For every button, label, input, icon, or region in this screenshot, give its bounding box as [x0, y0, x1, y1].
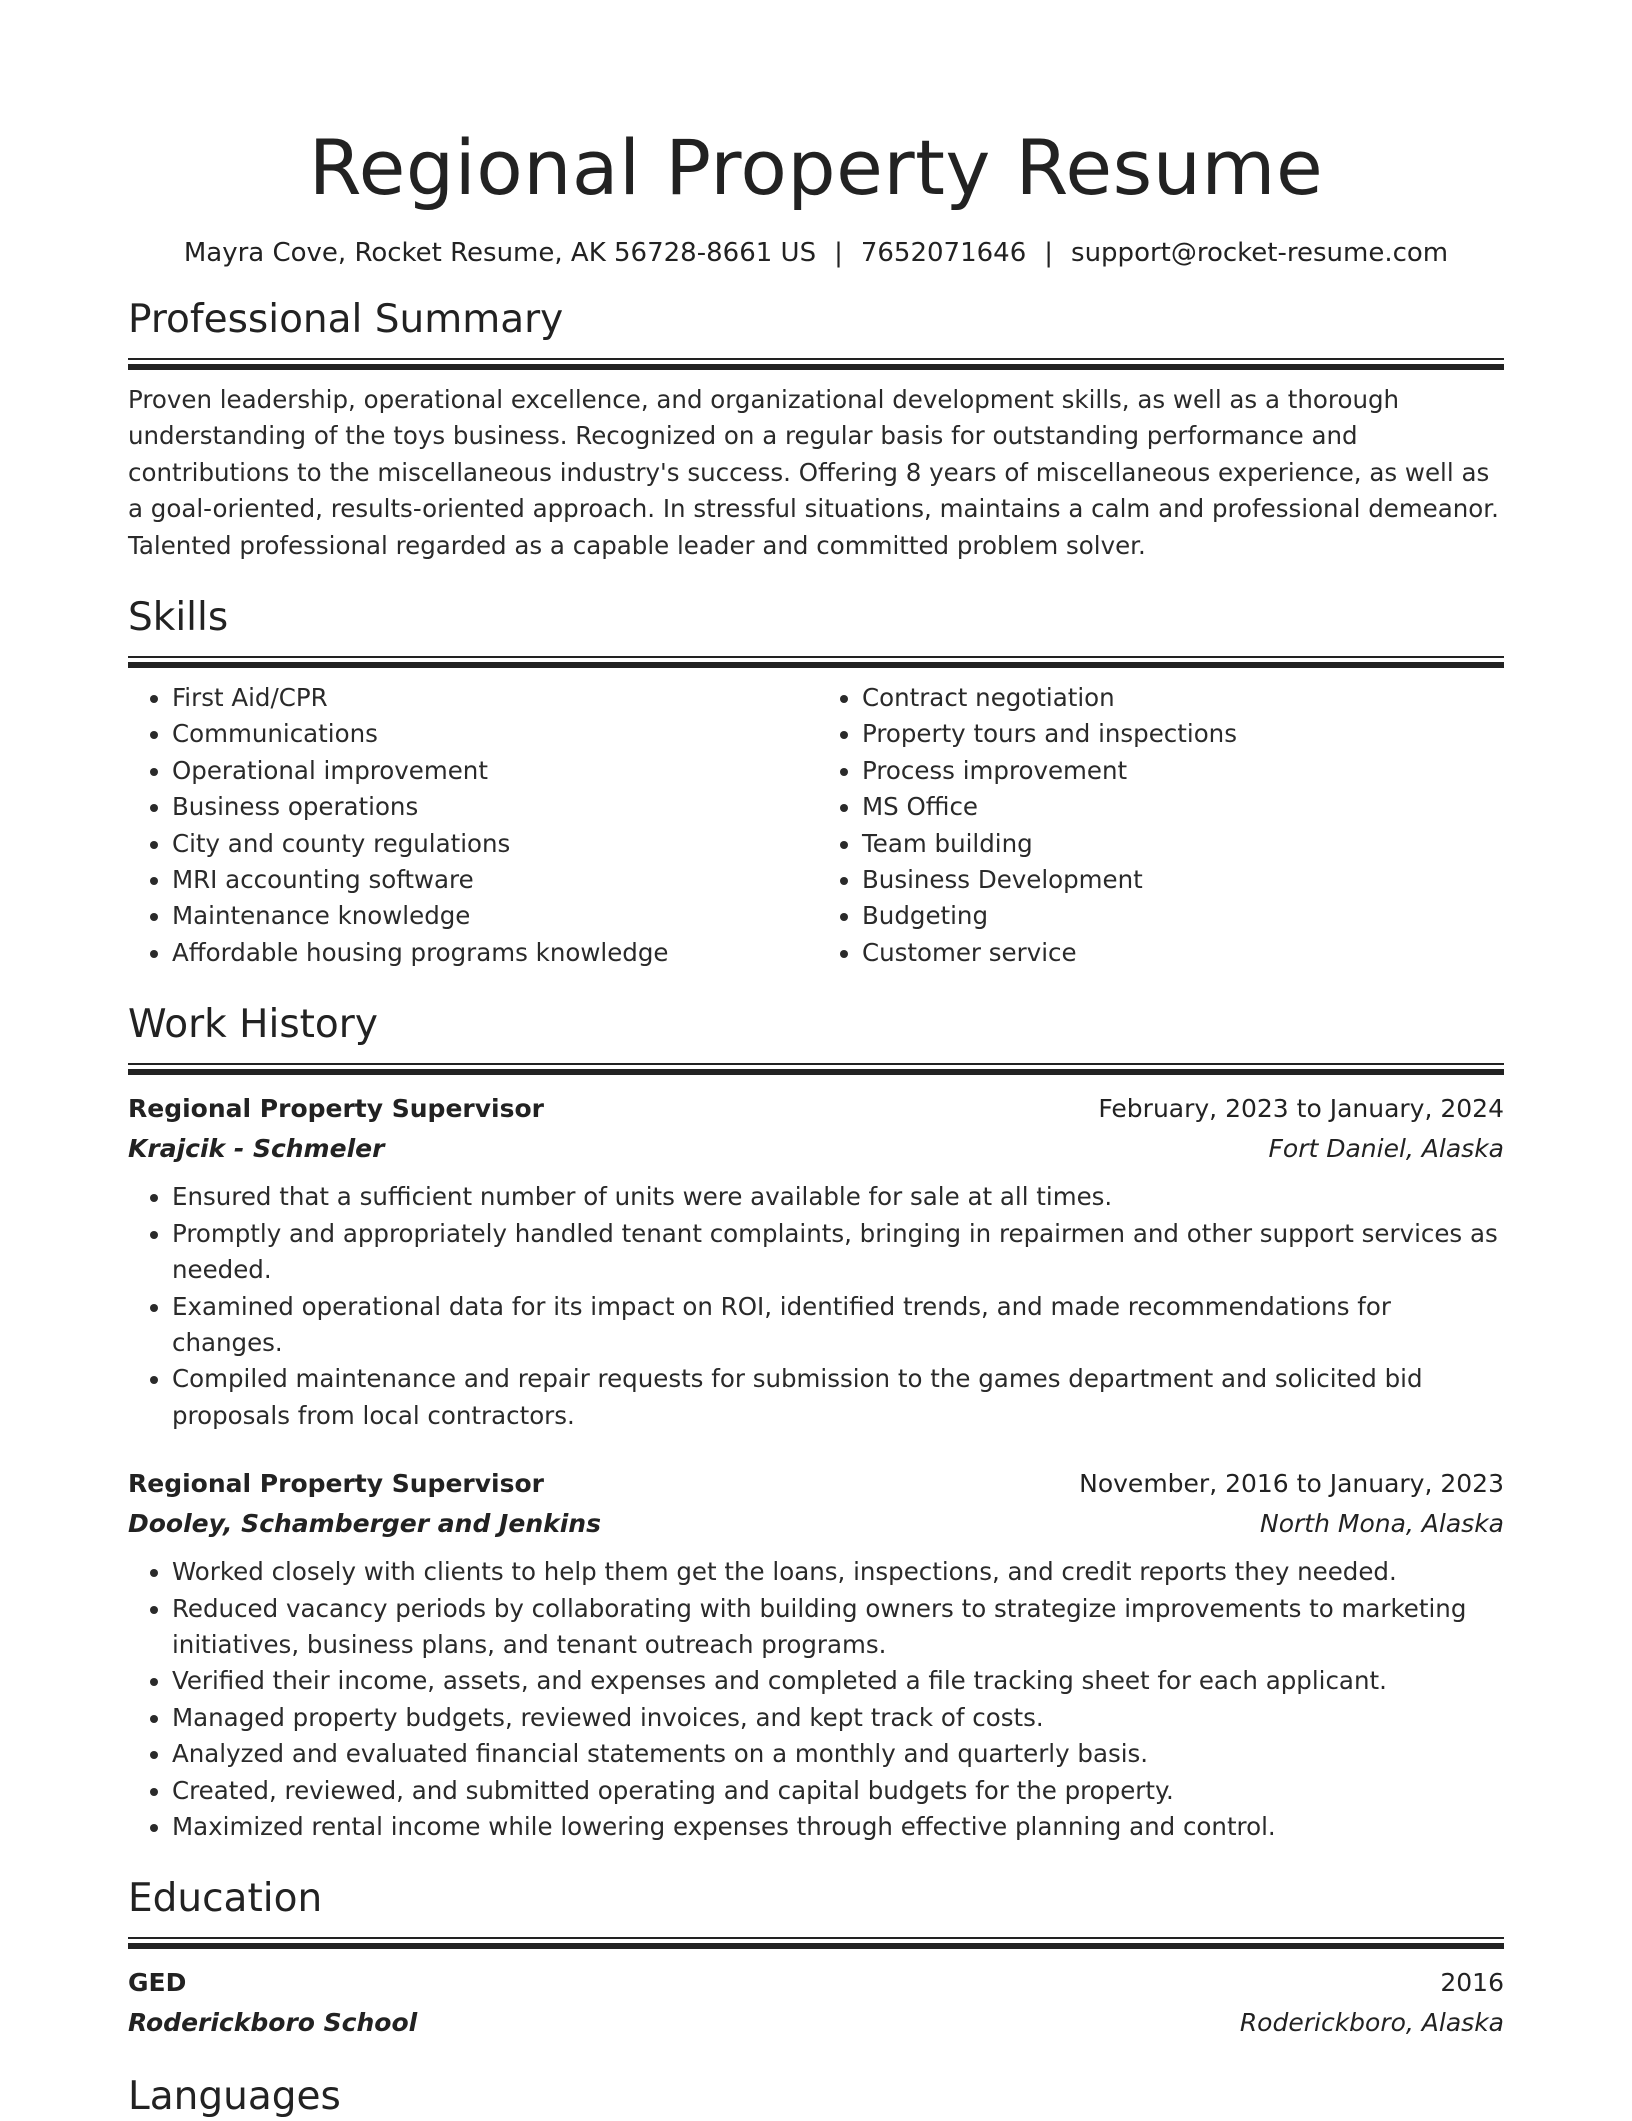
job-bullets [128, 1179, 1504, 1434]
skill-item: • Team building [862, 826, 1504, 862]
job-bullet: • Managed property budgets, reviewed invoices, and kept track of costs. [172, 1700, 1504, 1736]
job-entry [128, 1464, 1504, 1845]
job-title: Regional Property Supervisor [128, 1469, 544, 1499]
skill-item: • MS Office [862, 789, 1504, 825]
skill-item: • City and county regulations [172, 826, 816, 862]
skill-item: • Maintenance knowledge [172, 898, 816, 934]
skill-item: • Business Development [862, 862, 1504, 898]
job-bullet: • Reduced vacancy periods by collaborating with building owners to strategize improvements to marketing initiatives, business plans, and tenant outreach programs. [172, 1591, 1504, 1664]
skill-item: • Budgeting [862, 898, 1504, 934]
skill-item: • Contract negotiation [862, 680, 1504, 716]
job-bullet: • Analyzed and evaluated financial statements on a monthly and quarterly basis. [172, 1736, 1504, 1772]
education-heading: Education [128, 1876, 323, 1922]
education-school: Roderickboro School [128, 2008, 418, 2038]
job-bullet: • Ensured that a sufficient number of units were available for sale at all times. [172, 1179, 1504, 1215]
education-school-row [128, 2003, 1504, 2043]
job-bullet: • Worked closely with clients to help them get the loans, inspections, and credit reports they needed. [172, 1554, 1504, 1590]
section-divider [128, 1063, 1504, 1075]
job-bullet: • Maximized rental income while lowering expenses through effective planning and control. [172, 1809, 1504, 1845]
skills-list-right [816, 680, 1504, 971]
contact-phone: 7652071646 [860, 238, 1027, 268]
education-section [128, 1875, 1504, 2043]
job-bullet: • Compiled maintenance and repair requests for submission to the games department and solicited bid proposals from local contractors. [172, 1361, 1504, 1434]
languages-section [128, 2073, 1504, 2121]
contact-line [128, 236, 1504, 270]
section-divider [128, 1937, 1504, 1949]
contact-address: Mayra Cove, Rocket Resume, AK 56728-8661 US [183, 238, 817, 268]
job-bullet: • Verified their income, assets, and expenses and completed a file tracking sheet for each applicant. [172, 1663, 1504, 1699]
languages-heading: Languages [128, 2074, 341, 2120]
contact-separator: | [1044, 238, 1054, 268]
work-section [128, 1001, 1504, 1845]
summary-text: Proven leadership, operational excellence, and organizational development skills, as well as a thorough understanding of the toys business. Recognized on a regular basis for outstanding performance and contributions to the miscellaneous industry's success. Offering 8 years of miscellaneous experience, as well as a goal-oriented, results-oriented approach. In stressful situations, maintains a calm and professional demeanor. Talented professional regarded as a capable leader and committed problem solver. [128, 385, 1499, 560]
job-location: Fort Daniel, Alaska [1268, 1134, 1504, 1164]
summary-section [128, 296, 1504, 564]
skill-item: • MRI accounting software [172, 862, 816, 898]
job-company: Dooley, Schamberger and Jenkins [128, 1509, 601, 1539]
skill-item: • Process improvement [862, 753, 1504, 789]
education-degree: GED [128, 1968, 187, 1998]
skill-item: • Operational improvement [172, 753, 816, 789]
contact-separator: | [834, 238, 843, 268]
job-location: North Mona, Alaska [1260, 1509, 1504, 1539]
skills-heading: Skills [128, 595, 229, 641]
skill-item: • Business operations [172, 789, 816, 825]
job-dates: November, 2016 to January, 2023 [1079, 1469, 1504, 1499]
job-header-row [128, 1464, 1504, 1504]
job-bullet: • Created, reviewed, and submitted operating and capital budgets for the property. [172, 1773, 1504, 1809]
skill-item: • Property tours and inspections [862, 716, 1504, 752]
job-company-row [128, 1129, 1504, 1169]
education-entry [128, 1963, 1504, 2043]
contact-email: support@rocket-resume.com [1071, 238, 1449, 268]
job-bullet: • Promptly and appropriately handled tenant complaints, bringing in repairmen and other support services as needed. [172, 1216, 1504, 1289]
skills-list-left [128, 680, 816, 971]
skills-section [128, 594, 1504, 971]
job-entry [128, 1089, 1504, 1434]
section-divider [128, 358, 1504, 370]
skills-columns [128, 680, 1504, 971]
education-header-row [128, 1963, 1504, 2003]
skill-item: • Communications [172, 716, 816, 752]
job-company: Krajcik - Schmeler [128, 1134, 385, 1164]
job-header-row [128, 1089, 1504, 1129]
skill-item: • Affordable housing programs knowledge [172, 935, 816, 971]
skill-item: • Customer service [862, 935, 1504, 971]
section-divider [128, 656, 1504, 668]
skill-item: • First Aid/CPR [172, 680, 816, 716]
job-company-row [128, 1504, 1504, 1544]
education-year: 2016 [1440, 1968, 1504, 1998]
resume-page [128, 0, 1504, 2121]
job-bullets [128, 1554, 1504, 1845]
summary-heading: Professional Summary [128, 297, 564, 342]
job-title: Regional Property Supervisor [128, 1094, 544, 1124]
job-dates: February, 2023 to January, 2024 [1098, 1094, 1504, 1124]
job-bullet: • Examined operational data for its impact on ROI, identified trends, and made recommendations for changes. [172, 1289, 1504, 1362]
resume-title: Regional Property Resume [308, 123, 1324, 212]
work-heading: Work History [128, 1002, 378, 1048]
education-location: Roderickboro, Alaska [1239, 2008, 1504, 2038]
